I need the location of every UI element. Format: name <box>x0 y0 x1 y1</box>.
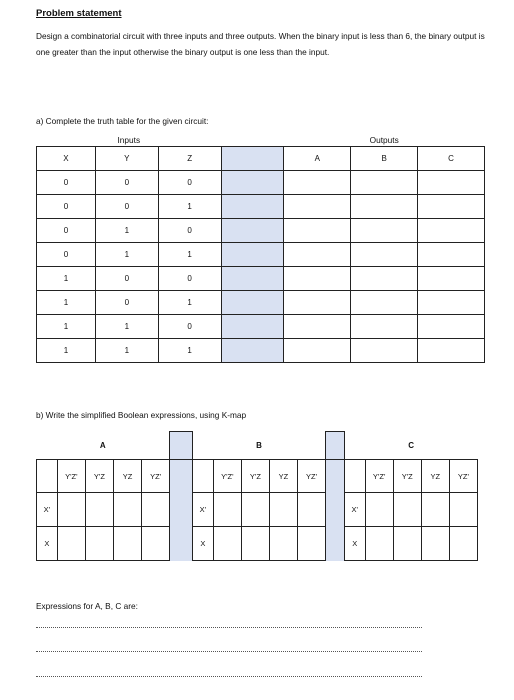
kmap-col-header: YZ' <box>142 460 170 493</box>
kmap-cell[interactable] <box>85 493 113 527</box>
answer-cell-a[interactable] <box>284 171 351 195</box>
answer-cell-b[interactable] <box>351 171 418 195</box>
kmap-b-title: B <box>256 440 262 450</box>
answer-line[interactable] <box>36 676 422 677</box>
separator-column <box>221 243 284 267</box>
cell-x: 0 <box>37 219 96 243</box>
kmap-separator <box>170 527 193 561</box>
kmap-cell[interactable] <box>85 527 113 561</box>
cell-y: 0 <box>95 267 158 291</box>
cell-z: 0 <box>158 219 221 243</box>
kmap-cell[interactable] <box>393 527 421 561</box>
table-row <box>37 195 485 219</box>
kmap-col-header: Y'Z <box>85 460 113 493</box>
kmap-separator <box>170 493 193 527</box>
kmap-corner <box>192 460 213 493</box>
answer-cell-b[interactable] <box>351 267 418 291</box>
answer-cell-c[interactable] <box>418 315 485 339</box>
kmap-row-header: X <box>344 527 365 561</box>
inputs-group-label: Inputs <box>117 134 141 145</box>
answer-cell-a[interactable] <box>284 219 351 243</box>
kmap-cell[interactable] <box>449 527 477 561</box>
kmap-c-title: C <box>408 440 415 450</box>
kmap-cell[interactable] <box>393 493 421 527</box>
cell-x: 1 <box>37 315 96 339</box>
kmap-col-header: Y'Z' <box>213 460 241 493</box>
answer-cell-c[interactable] <box>418 291 485 315</box>
answer-cell-a[interactable] <box>284 195 351 219</box>
answer-cell-c[interactable] <box>418 243 485 267</box>
kmap-col-header: YZ <box>113 460 141 493</box>
cell-y: 1 <box>95 219 158 243</box>
kmap-row-header: X' <box>37 493 58 527</box>
cell-z: 1 <box>158 339 221 363</box>
answer-cell-c[interactable] <box>418 195 485 219</box>
kmap-corner <box>37 460 58 493</box>
kmap-a-title: A <box>99 440 106 450</box>
outputs-group-label: Outputs <box>369 134 399 145</box>
separator-column <box>221 147 284 171</box>
kmap-cell[interactable] <box>421 493 449 527</box>
kmap-cell[interactable] <box>113 527 141 561</box>
cell-x: 0 <box>37 195 96 219</box>
kmap-separator <box>170 460 193 493</box>
kmap-cell[interactable] <box>449 493 477 527</box>
answer-cell-c[interactable] <box>418 171 485 195</box>
table-row <box>37 243 485 267</box>
kmap-separator <box>326 432 345 460</box>
answer-line[interactable] <box>36 627 422 628</box>
separator-column <box>221 171 284 195</box>
kmap-row-header: X' <box>192 493 213 527</box>
cell-x: 0 <box>37 171 96 195</box>
answer-cell-b[interactable] <box>351 339 418 363</box>
table-row <box>37 219 485 243</box>
answer-cell-c[interactable] <box>418 267 485 291</box>
kmap-corner <box>344 460 365 493</box>
kmap-cell[interactable] <box>269 493 297 527</box>
kmap-row-header: X <box>37 527 58 561</box>
table-row <box>37 267 485 291</box>
part-a-label: a) Complete the truth table for the given circuit: <box>36 116 209 126</box>
kmap-separator <box>326 527 345 561</box>
kmap-separator <box>326 460 345 493</box>
answer-cell-b[interactable] <box>351 243 418 267</box>
answer-cell-a[interactable] <box>284 315 351 339</box>
kmap-table <box>36 431 478 561</box>
cell-z: 1 <box>158 243 221 267</box>
cell-x: 1 <box>37 267 96 291</box>
cell-x: 1 <box>37 339 96 363</box>
cell-x: 1 <box>37 291 96 315</box>
header-z: Z <box>158 147 221 171</box>
table-row <box>37 339 485 363</box>
cell-y: 1 <box>95 339 158 363</box>
cell-y: 0 <box>95 195 158 219</box>
answer-cell-b[interactable] <box>351 291 418 315</box>
kmap-separator <box>326 493 345 527</box>
kmap-col-header: Y'Z <box>393 460 421 493</box>
kmap-col-header: Y'Z' <box>57 460 85 493</box>
kmap-cell[interactable] <box>365 527 393 561</box>
answer-line[interactable] <box>36 651 422 652</box>
answer-cell-c[interactable] <box>418 219 485 243</box>
kmap-row-header: X <box>192 527 213 561</box>
cell-y: 0 <box>95 291 158 315</box>
cell-y: 0 <box>95 171 158 195</box>
answer-cell-b[interactable] <box>351 315 418 339</box>
table-row <box>37 291 485 315</box>
answer-cell-a[interactable] <box>284 339 351 363</box>
separator-column <box>221 315 284 339</box>
kmap-cell[interactable] <box>298 527 326 561</box>
kmap-cell[interactable] <box>241 527 269 561</box>
answer-cell-c[interactable] <box>418 339 485 363</box>
separator-column <box>221 267 284 291</box>
kmap-col-header: Y'Z <box>241 460 269 493</box>
kmap-cell[interactable] <box>269 527 297 561</box>
answer-cell-b[interactable] <box>351 219 418 243</box>
kmap-col-header: Y'Z' <box>365 460 393 493</box>
kmap-col-header: YZ' <box>298 460 326 493</box>
separator-column <box>221 291 284 315</box>
problem-text: Design a combinatorial circuit with three inputs and three outputs. When the binary input is less than 6, the binary output is one greater than the input otherwise the binary output is one less than the input. <box>36 31 485 57</box>
cell-x: 0 <box>37 243 96 267</box>
header-c: C <box>418 147 485 171</box>
header-x: X <box>37 147 96 171</box>
table-row <box>37 171 485 195</box>
separator-column <box>221 219 284 243</box>
header-a: A <box>284 147 351 171</box>
separator-column <box>221 195 284 219</box>
kmap-col-header: YZ <box>269 460 297 493</box>
part-b-label: b) Write the simplified Boolean expressions, using K-map <box>36 410 247 420</box>
answer-cell-a[interactable] <box>284 267 351 291</box>
kmap-cell[interactable] <box>142 527 170 561</box>
kmap-cell[interactable] <box>113 493 141 527</box>
answer-cell-a[interactable] <box>284 291 351 315</box>
kmap-col-header: YZ' <box>449 460 477 493</box>
kmap-cell[interactable] <box>213 493 241 527</box>
kmap-separator <box>170 432 193 460</box>
truth-table <box>36 133 485 363</box>
cell-z: 0 <box>158 267 221 291</box>
kmap-cell[interactable] <box>57 527 85 561</box>
answer-cell-b[interactable] <box>351 195 418 219</box>
cell-z: 1 <box>158 195 221 219</box>
header-b: B <box>351 147 418 171</box>
answer-cell-a[interactable] <box>284 243 351 267</box>
table-row <box>37 315 485 339</box>
kmap-cell[interactable] <box>213 527 241 561</box>
cell-y: 1 <box>95 315 158 339</box>
kmap-cell[interactable] <box>241 493 269 527</box>
cell-z: 0 <box>158 315 221 339</box>
header-y: Y <box>95 147 158 171</box>
cell-z: 1 <box>158 291 221 315</box>
expressions-label: Expressions for A, B, C are: <box>36 601 138 611</box>
kmap-cell[interactable] <box>57 493 85 527</box>
kmap-col-header: YZ <box>421 460 449 493</box>
separator-column <box>221 339 284 363</box>
cell-z: 0 <box>158 171 221 195</box>
kmap-cell[interactable] <box>298 493 326 527</box>
kmap-cell[interactable] <box>421 527 449 561</box>
kmap-cell[interactable] <box>365 493 393 527</box>
kmap-row-header: X' <box>344 493 365 527</box>
kmap-cell[interactable] <box>142 493 170 527</box>
cell-y: 1 <box>95 243 158 267</box>
problem-title: Problem statement <box>36 8 122 19</box>
